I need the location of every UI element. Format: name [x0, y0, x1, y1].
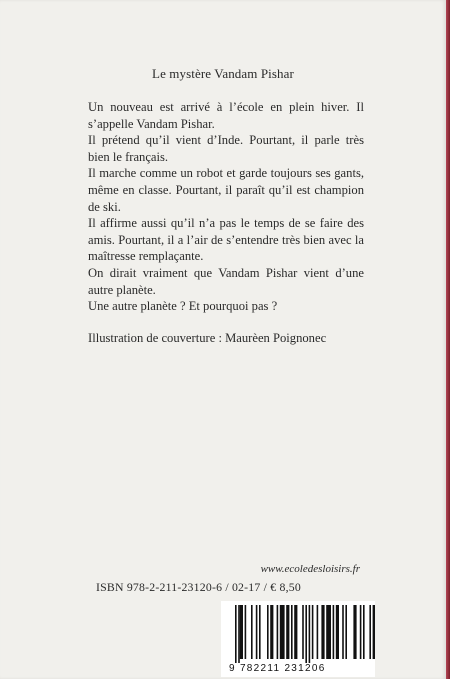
- barcode-bar: [333, 605, 335, 659]
- barcode-bar: [317, 605, 319, 659]
- blurb-paragraph-3: Il marche comme un robot et garde toujours ses gants, même en classe. Pourtant, il paraît qu’il est champion de ski.: [88, 166, 364, 214]
- blurb-paragraph-6: Une autre planète ? Et pourquoi pas ?: [88, 299, 278, 314]
- barcode-bar: [305, 605, 307, 663]
- barcode-bar: [309, 605, 311, 663]
- publisher-website: www.ecoledesloisirs.fr: [260, 563, 360, 575]
- barcode-bar: [286, 605, 289, 659]
- barcode-bar: [336, 605, 339, 659]
- barcode-bar: [280, 605, 285, 659]
- barcode-bar: [270, 605, 273, 659]
- barcode-bar: [277, 605, 279, 659]
- blurb-text: [88, 99, 364, 315]
- barcode-digits: 9 782211 231206: [229, 663, 326, 674]
- blurb-paragraph-2: Il prétend qu’il vient d’Inde. Pourtant, il parle très bien le français.: [88, 133, 364, 164]
- barcode: [221, 601, 375, 677]
- barcode-bar: [291, 605, 293, 659]
- barcode-bar: [321, 605, 324, 659]
- barcode-bar: [238, 605, 240, 663]
- barcode-bar: [294, 605, 297, 659]
- barcode-bar: [251, 605, 253, 659]
- barcode-bar: [267, 605, 269, 659]
- illustration-credit: Illustration de couverture : Maurèen Poignonec: [88, 331, 327, 345]
- barcode-bar: [373, 605, 375, 659]
- barcode-bar: [240, 605, 243, 659]
- barcode-bar: [353, 605, 356, 659]
- blurb-paragraph-5: On dirait vraiment que Vandam Pishar vient d’une autre planète.: [88, 265, 364, 297]
- barcode-bar: [360, 605, 362, 659]
- barcode-bar: [342, 605, 344, 659]
- barcode-bar: [245, 605, 247, 659]
- book-title: Le mystère Vandam Pishar: [152, 66, 294, 81]
- barcode-bars: [221, 601, 375, 663]
- barcode-bar: [369, 605, 371, 659]
- spine-edge: [446, 0, 450, 679]
- blurb-paragraph-1: Un nouveau est arrivé à l’école en plein hiver. Il s’appelle Vandam Pishar.: [88, 100, 364, 131]
- isbn-price-line: ISBN 978-2-211-23120-6 / 02-17 / € 8,50: [96, 580, 301, 594]
- blurb-paragraph-4: Il affirme aussi qu’il n’a pas le temps de se faire des amis. Pourtant, il a l’air de s’entendre très bien avec la maîtresse remplaçante.: [88, 216, 364, 264]
- barcode-bar: [256, 605, 258, 659]
- barcode-bar: [345, 605, 347, 659]
- barcode-bar: [363, 605, 365, 659]
- barcode-bar: [235, 605, 237, 663]
- barcode-bar: [302, 605, 304, 659]
- barcode-bar: [326, 605, 331, 659]
- barcode-bar: [312, 605, 314, 659]
- barcode-bar: [259, 605, 261, 659]
